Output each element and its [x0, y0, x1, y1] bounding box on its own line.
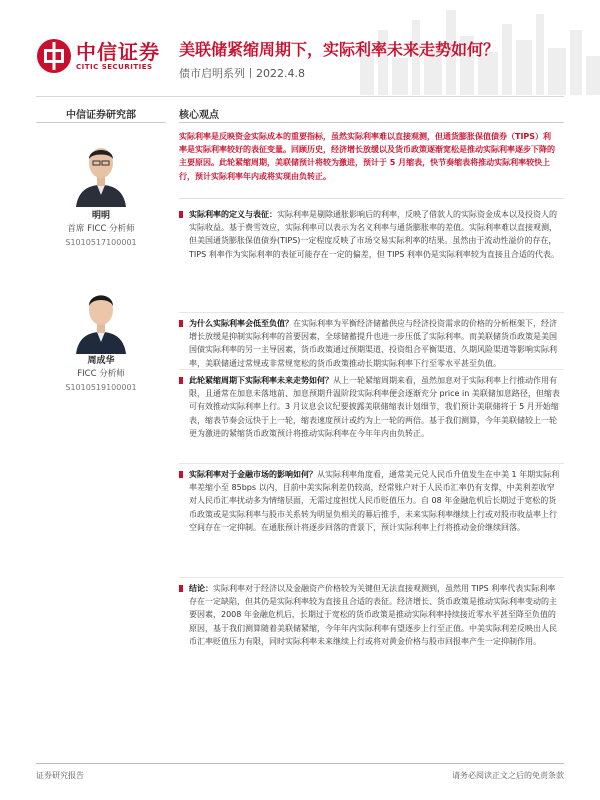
analyst-role: 首席 FICC 分析师: [67, 224, 135, 234]
report-title: 美联储紧缩周期下，实际利率未来走势如何？: [179, 40, 500, 59]
header-divider: [36, 96, 564, 97]
paragraph-body: 实际利率是剔除通胀影响后的利率，反映了借款人的实际资金成本以及投资人的实际收益。基于费雪效应，实际利率可以表示为名义利率与通货膨胀率的差值。实际利率难以直接观测，但美国通货膨胀保值债券(TIPS)一定程度反映了市场交易实际利率的结果。虽然由于流动性溢价的存在，TIPS 利率作为实际利率的表征可能存在一定的偏差，但 TIPS 利率仍是实际利率较为直接且合适的代表。: [189, 210, 559, 259]
footer-disclaimer: 请务必阅读正文之后的免责条款: [452, 771, 564, 780]
footer-report-type: 证券研究报告: [36, 771, 84, 780]
paragraph-definition: [179, 208, 561, 261]
report-subtitle: 债市启明系列丨2022.4.8: [179, 67, 305, 80]
paragraph-lead: 此轮紧缩周期下实际利率未来走势如何？: [189, 376, 333, 385]
paragraph-lead: 结论：: [189, 584, 213, 593]
paragraph-lead: 实际利率的定义与表征：: [189, 210, 277, 219]
paragraph-body: 从上一轮紧缩周期来看，虽然加息对于实际利率上行推动作用有限，且通常在加息未落地前、加息预期升温阶段实际利率便会逐渐充分 price in 美联储加息路径，但缩表可有效推动实际利率上行。3 月议息会议纪要披露美联储缩表计划细节，我们预计美联储将于 5 月开始缩表，缩表节奏会远快于上一轮，缩表速度预计或约为上一轮的两倍。基于我们测算，今年美联储较上一轮更为激进的紧缩货币政策预计将推动实际利率在今年年内由负转正。: [189, 376, 560, 438]
analyst-photo-2: [70, 282, 132, 354]
core-views-heading: 核心观点: [179, 110, 219, 121]
sidebar-divider: [36, 122, 166, 123]
brand-name-cn: 中信证券: [76, 40, 160, 64]
summary-divider: [179, 198, 564, 199]
paragraph-body: 在实际利率为平衡经济储蓄供应与经济投资需求的价格的分析框架下，经济增长放缓是抑制实际利率的首要因素，全球储蓄提升也进一步压低了实际利率。而美联储货币政策是美国国债实际利率的另一主导因素，货币政策通过预期渠道、投资组合平衡渠道、久期风险渠道等影响实际利率，美联储通过常规或非常规宽松的货币政策推动长期实际利率下行至零水平甚至负值。: [189, 319, 557, 368]
core-summary: 实际利率是反映资金实际成本的重要指标，虽然实际利率难以直接观测，但通货膨胀保值债券（TIPS）利率是实际利率较好的表征变量。回顾历史，经济增长放缓以及货币政策逐渐宽松是推动实际利率逐步下降的主要原因。此轮紧缩周期，美联储预计将较为激进，预计于 5 月缩表，快节奏缩表将推动实际利率较快上行，预计实际利率年内或将实现由负转正。: [179, 132, 555, 181]
footer-divider: [36, 763, 564, 764]
paragraph-outlook: [179, 374, 561, 440]
paragraph-negative-rates: [179, 317, 561, 370]
avatar-icon: [70, 282, 132, 354]
paragraph-divider: [179, 463, 564, 464]
analyst-card-2: [36, 355, 166, 394]
paragraph-body: 实际利率对于经济以及金融资产价格较为关键但无法直接观测到，虽然用 TIPS 利率代表实际利率存在一定缺陷，但其仍是实际利率较为直接且合适的表征。经济增长、货币政策是推动实际利率变动的主要因素，2008 年金融危机后，长期过于宽松的货币政策是推动实际利率持续接近零水平甚至降至负值的原因，基于我们测算随着美联储紧缩，今年年内实际利率有望逐步上行至正值。中美实际利差反映出人民币汇率贬值压力有限，同时实际利率未来继续上行或将对黄金价格与股市回报率产生一定抑制作用。: [189, 584, 557, 646]
analyst-photo-1: [70, 135, 132, 207]
analyst-role: FICC 分析师: [77, 369, 125, 379]
research-dept-title: 中信证券研究部: [66, 110, 136, 121]
brand-name-en: CITIC SECURITIES: [76, 63, 153, 71]
paragraph-divider: [179, 312, 564, 313]
avatar-icon: [70, 135, 132, 207]
paragraph-body: 从实际利率角度看，通常美元兑人民币升值发生在中美 1 年期实际利率差缩小至 85bps 以内，目前中美实际利差仍较高，经常账户对于人民币汇率仍有支撑，中美利差收窄对人民币汇率扰动多为情绪层面，无需过度担忧人民币贬值压力。自 08 年金融危机后长期过于宽松的货币政策或是实际利率与股市关系转为明显负相关的幕后推手，未来实际利率继续上行或对股市收益率上行空间存在一定抑制。在通胀预计将逐步回落的背景下，预计实际利率上行将推动金价继续回落。: [189, 470, 560, 532]
brand-logo: [36, 38, 160, 74]
paragraph-divider: [179, 369, 564, 370]
analyst-name: 周成华: [87, 356, 115, 366]
analyst-license: S1010517100001: [65, 238, 137, 247]
analyst-license: S1010519100001: [65, 383, 137, 392]
paragraph-conclusion: [179, 582, 561, 648]
paragraph-lead: 实际利率对于金融市场的影响如何？: [189, 470, 317, 479]
report-header: [0, 0, 600, 100]
paragraph-divider: [179, 577, 564, 578]
core-divider: [179, 122, 564, 123]
paragraph-lead: 为什么实际利率会低至负值？: [189, 319, 293, 328]
citic-logo-icon: [36, 38, 72, 74]
paragraph-market-impact: [179, 468, 561, 534]
analyst-card-1: [36, 210, 166, 249]
analyst-name: 明明: [91, 211, 110, 221]
